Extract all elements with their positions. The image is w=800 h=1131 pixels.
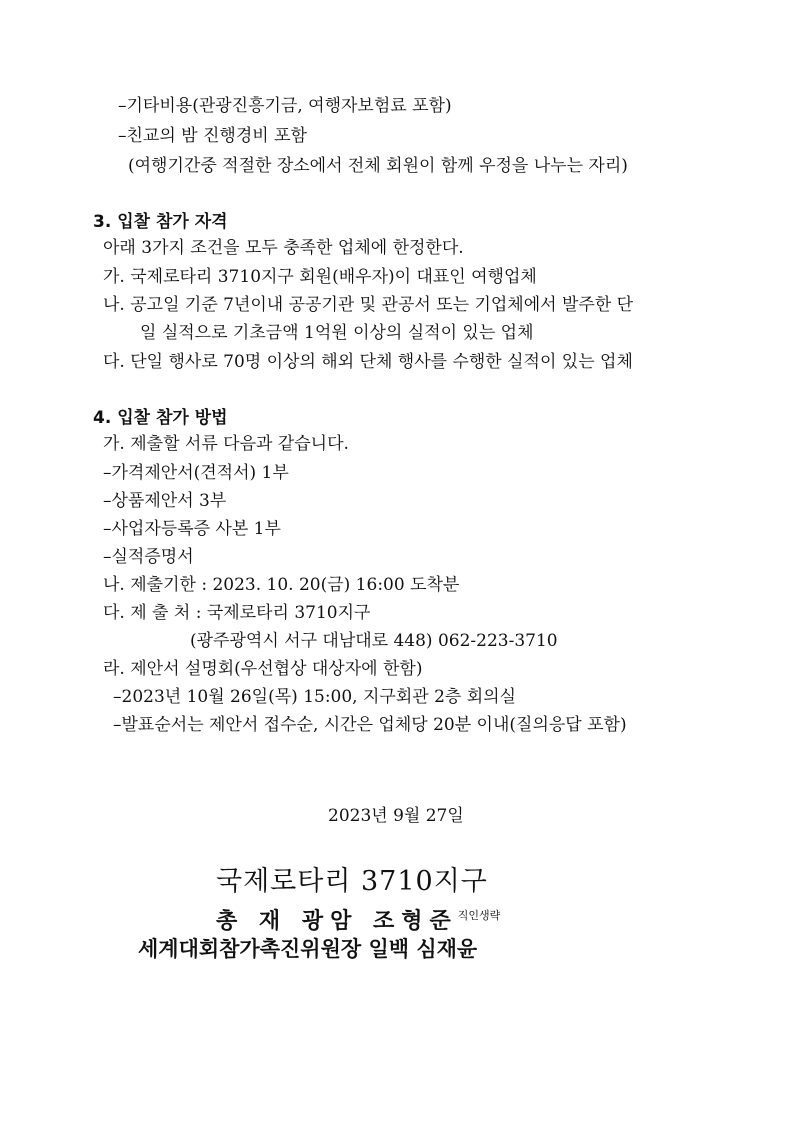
section3-item-b: 나. 공고일 기준 7년이내 공공기관 및 관공서 또는 기업체에서 발주한 단 xyxy=(103,295,634,315)
briefing-order: –발표순서는 제안서 접수순, 시간은 업체당 20분 이내(질의응답 포함) xyxy=(113,715,627,735)
section3-intro: 아래 3가지 조건을 모두 충족한 업체에 한정한다. xyxy=(103,238,464,258)
section4-submit-to: 다. 제 출 처 : 국제로타리 3710지구 xyxy=(103,603,371,623)
fellowship-night-line: –친교의 밤 진행경비 포함 xyxy=(118,126,307,146)
section4-address: (광주광역시 서구 대남대로 448) 062-223-3710 xyxy=(190,631,558,651)
section4-briefing: 라. 제안서 설명회(우선협상 대상자에 한함) xyxy=(103,659,423,679)
fellowship-note-line: (여행기간중 적절한 장소에서 전체 회원이 함께 우정을 나누는 자리) xyxy=(128,156,628,176)
organization-name: 국제로타리 3710지구 xyxy=(216,866,488,897)
section4-item-a: 가. 제출할 서류 다음과 같습니다. xyxy=(103,434,349,454)
section3-heading: 3. 입찰 참가 자격 xyxy=(93,212,228,232)
committee-chair-signature: 세계대회참가촉진위원장 일백 심재윤 xyxy=(138,937,478,961)
president-title: 총 재 광암 조형준 xyxy=(216,909,458,934)
doc-product-proposal: –상품제안서 3부 xyxy=(103,491,227,511)
section4-deadline: 나. 제출기한 : 2023. 10. 20(금) 16:00 도착분 xyxy=(103,575,460,595)
document-date: 2023년 9월 27일 xyxy=(328,806,464,826)
other-costs-line: –기타비용(관광진흥기금, 여행자보험료 포함) xyxy=(118,96,452,116)
section3-item-c: 다. 단일 행사로 70명 이상의 해외 단체 행사를 수행한 실적이 있는 업체 xyxy=(103,352,633,372)
doc-price-proposal: –가격제안서(견적서) 1부 xyxy=(103,463,289,483)
briefing-schedule: –2023년 10월 26일(목) 15:00, 지구회관 2층 회의실 xyxy=(113,687,516,707)
seal-omitted-note: 직인생략 xyxy=(457,909,501,922)
doc-business-registration: –사업자등록증 사본 1부 xyxy=(103,519,281,539)
section3-item-b-cont: 일 실적으로 기초금액 1억원 이상의 실적이 있는 업체 xyxy=(140,323,534,343)
president-signature xyxy=(216,902,500,936)
doc-performance-certificate: –실적증명서 xyxy=(103,547,194,567)
section4-heading: 4. 입찰 참가 방법 xyxy=(93,408,228,428)
section3-item-a: 가. 국제로타리 3710지구 회원(배우자)이 대표인 여행업체 xyxy=(103,267,537,287)
